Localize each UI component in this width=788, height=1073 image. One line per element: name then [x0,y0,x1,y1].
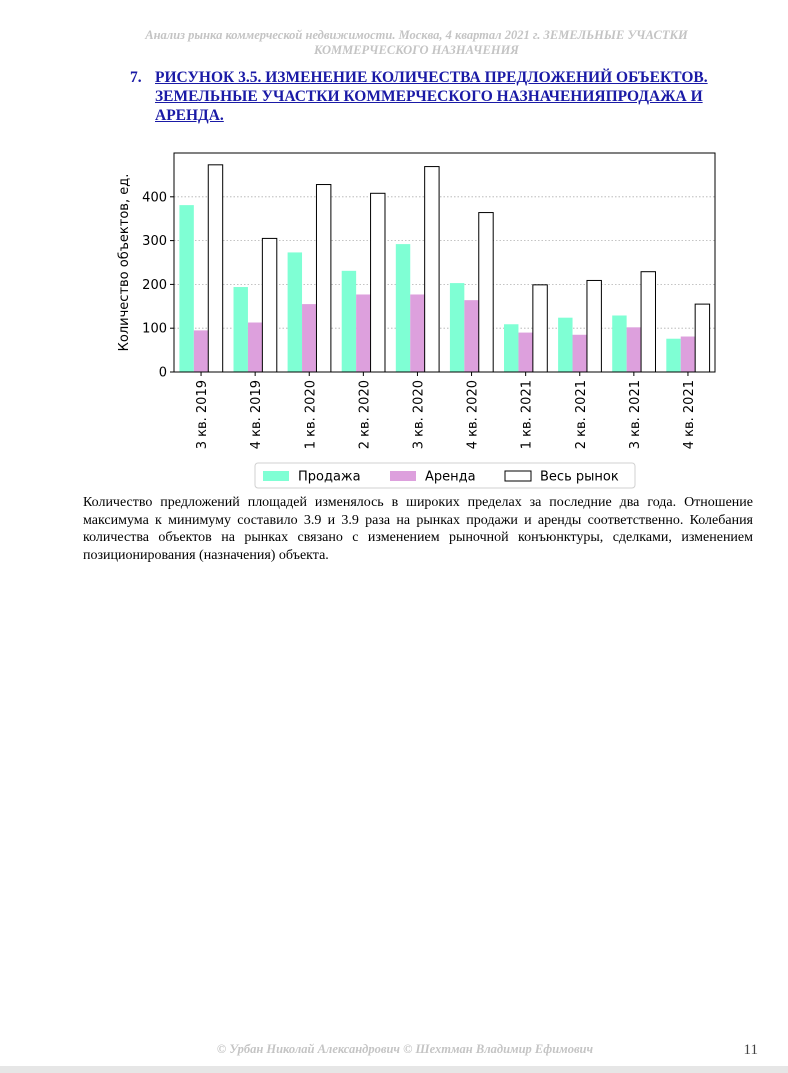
bar [518,333,532,372]
bar [612,315,626,372]
x-tick-label: 1 кв. 2020 [303,380,319,450]
bar [288,252,302,372]
bar [533,285,547,372]
x-tick-label: 3 кв. 2019 [195,380,211,450]
y-tick-label: 0 [158,365,167,381]
legend-swatch [390,471,416,481]
running-header-line-1: Анализ рынка коммерческой недвижимости. Москва, 4 квартал 2021 г. ЗЕМЕЛЬНЫЕ УЧАСТКИ [145,28,688,42]
y-tick-label: 200 [142,277,167,293]
bar [302,304,316,372]
y-axis-label: Количество объектов, ед. [117,173,132,352]
bar [573,335,587,372]
bar [179,205,193,372]
bottom-scroll-edge [0,1066,788,1073]
bar [262,238,276,372]
bar [627,327,641,372]
legend-label: Весь рынок [540,469,619,485]
page-number: 11 [743,1042,758,1058]
x-tick-label: 2 кв. 2021 [573,380,589,450]
bar [464,300,478,372]
figure-heading-number: 7. [130,69,142,86]
figure-heading-title[interactable]: РИСУНОК 3.5. ИЗМЕНЕНИЕ КОЛИЧЕСТВА ПРЕДЛОЖЕНИЙ ОБЪЕКТОВ. ЗЕМЕЛЬНЫЕ УЧАСТКИ КОММЕРЧЕСКОГО НАЗНАЧЕНИЯПРОДАЖА И АРЕНДА. [155,69,708,124]
bar-chart [105,140,745,495]
x-tick-label: 2 кв. 2020 [357,380,373,450]
bar [695,304,709,372]
bar [425,167,439,372]
x-tick-label: 1 кв. 2021 [519,380,535,450]
bar [396,244,410,372]
x-tick-label: 4 кв. 2019 [249,380,265,450]
bar [342,271,356,372]
bar [479,213,493,372]
x-tick-label: 3 кв. 2020 [411,380,427,450]
bar [587,280,601,372]
bar [234,287,248,372]
bar [316,185,330,372]
running-header-line-2: КОММЕРЧЕСКОГО НАЗНАЧЕНИЯ [314,43,519,57]
body-paragraph: Количество предложений площадей изменялось в широких пределах за последние два года. Отношение максимума к минимуму составило 3.9 и 3.9 раза на рынках продажи и аренды соответственно. Колебания количества объектов на рынках связано с изменением рыночной конъюнктуры, сделками, изменением позиционирования (назначения) объекта. [83,495,753,563]
bar [248,323,262,372]
bar [208,165,222,372]
bar [410,294,424,372]
bar [641,272,655,372]
y-tick-label: 100 [142,321,167,337]
legend-swatch [263,471,289,481]
running-header [100,28,733,58]
footer-copyright: © Урбан Николай Александрович © Шехтман Владимир Ефимович [216,1042,594,1056]
legend-label: Аренда [425,469,476,485]
legend-label: Продажа [298,469,361,485]
bar [450,283,464,372]
bar [371,193,385,372]
bar [558,318,572,372]
y-tick-label: 400 [142,190,167,206]
y-tick-label: 300 [142,234,167,250]
x-tick-label: 4 кв. 2020 [465,380,481,450]
x-tick-label: 4 кв. 2021 [681,380,697,450]
bar [681,337,695,372]
x-tick-label: 3 кв. 2021 [627,380,643,450]
bar [356,294,370,372]
bar-chart-svg [105,140,745,495]
bar [666,339,680,372]
legend-swatch [505,471,531,481]
bar [194,330,208,372]
bar [504,324,518,372]
